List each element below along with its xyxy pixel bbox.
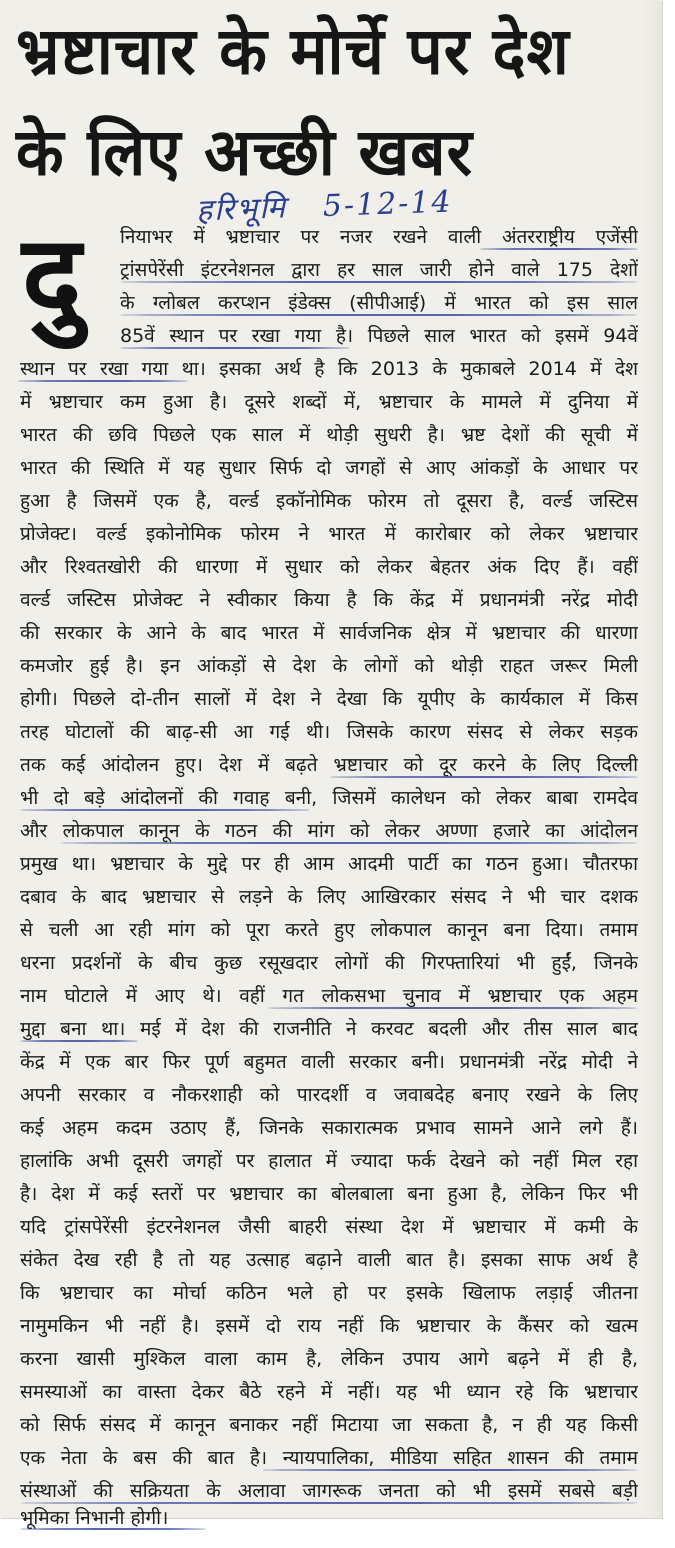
body-line: की सरकार के आने के बाद भारत में सार्वजनिक क्षेत्र में भ्रष्टाचार की धारणा [20,622,638,644]
pen-underline [20,809,310,811]
body-line: भी दो बड़े आंदोलनों की गवाह बनी, जिसमें कालेधन को लेकर बाबा रामदेव [20,787,638,809]
body-line: भारत की स्थिति में यह सुधार सिर्फ दो जगहों से आए आंकड़ों के आधार पर [20,457,638,479]
body-line: संस्थाओं की सक्रियता के अलावा जागरूक जनता को भी इसमें सबसे बड़ी [20,1480,638,1502]
pen-underline [480,248,638,250]
headline-line-2: के लिए अच्छी खबर [16,113,473,191]
body-line: कि भ्रष्टाचार का मोर्चा कठिन भले हो पर इसके खिलाफ लड़ाई जीतना [20,1282,638,1304]
body-line: भारत की छवि पिछले एक साल में थोड़ी सुधरी है। भ्रष्ट देशों की सूची में [20,424,638,446]
body-line: एक नेता के बस की बात है। न्यायपालिका, मीडिया सहित शासन की तमाम [20,1447,638,1469]
pen-underline [20,1040,138,1042]
body-line: हुआ है जिसमें एक है, वर्ल्ड इकॉनोमिक फोरम तो दूसरा है, वर्ल्ड जस्टिस [20,490,638,512]
body-line: और रिश्वतखोरी की धारणा में सुधार को लेकर बेहतर अंक दिए हैं। वहीं [20,556,638,578]
body-line: नाम घोटाले में आए थे। वहीं गत लोकसभा चुनाव में भ्रष्टाचार एक अहम [20,985,638,1007]
pen-underline [268,1007,638,1009]
body-line: के ग्लोबल करप्शन इंडेक्स (सीपीआई) में भारत को इस साल [120,292,638,314]
body-line: अपनी सरकार व नौकरशाही को पारदर्शी व जवाबदेह बनाए रखने के लिए [20,1084,638,1106]
note-date: 5-12-14 [322,184,454,225]
body-line: यदि ट्रांसपेरेंसी इंटरनेशनल जैसी बाहरी संस्था देश में भ्रष्टाचार में कमी के [20,1216,638,1238]
body-line: कमजोर हुई है। इन आंकड़ों से देश के लोगों को थोड़ी राहत जरूर मिली [20,655,638,677]
body-line: तरह घोटालों की बाढ़-सी आ गई थी। जिसके कारण संसद से लेकर सड़क [20,721,638,743]
body-line: है। देश में कई स्तरों पर भ्रष्टाचार का बोलबाला बना हुआ है, लेकिन फिर भी [20,1183,638,1205]
body-line: केंद्र में एक बार फिर पूर्ण बहुमत वाली सरकार बनी। प्रधानमंत्री नरेंद्र मोदी ने [20,1051,638,1073]
pen-underline [20,1502,638,1504]
paper-edge-shade [642,0,662,1518]
body-line: धरना प्रदर्शनों के बीच कुछ रसूखदार लोगों की गिरफ्तारियां भी हुईं, जिनके [20,952,638,974]
body-line: स्थान पर रखा गया था। इसका अर्थ है कि 2013 के मुकाबले 2014 में देश [20,358,638,380]
body-line: दबाव के बाद भ्रष्टाचार से लड़ने के लिए आखिरकार संसद ने भी चार दशक [20,886,638,908]
pen-underline [120,314,638,316]
body-line: संकेत देख रही है तो यह उत्साह बढ़ाने वाली बात है। इसका साफ अर्थ है [20,1249,638,1271]
body-line: में भ्रष्टाचार कम हुआ है। दूसरे शब्दों में, भ्रष्टाचार के मामले में दुनिया में [20,391,638,413]
article-headline [16,1,656,203]
body-line: करना खासी मुश्किल वाला काम है, लेकिन उपाय आगे बढ़ने में ही है, [20,1348,638,1370]
body-line: नामुमकिन भी नहीं है। इसमें दो राय नहीं कि भ्रष्टाचार के कैंसर को खत्म [20,1315,638,1337]
body-line: भूमिका निभानी होगी। [20,1507,169,1529]
pen-underline [120,347,350,349]
pen-underline [262,1469,638,1471]
body-line: वर्ल्ड जस्टिस प्रोजेक्ट ने स्वीकार किया है कि केंद्र में प्रधानमंत्री नरेंद्र मोदी [20,589,638,611]
body-line: प्रोजेक्ट। वर्ल्ड इकोनोमिक फोरम ने भारत में कारोबार को लेकर भ्रष्टाचार [20,523,638,545]
pen-underline [20,1528,206,1530]
pen-underline [18,380,188,382]
drop-cap: दु [22,212,82,342]
note-source: हरिभूमि [195,190,288,229]
pen-underline [330,776,638,778]
body-line: होगी। पिछले दो-तीन सालों में देश ने देखा कि यूपीए के कार्यकाल में किस [20,688,638,710]
body-line: को सिर्फ संसद में कानून बनाकर नहीं मिटाया जा सकता है, न ही यह किसी [20,1414,638,1436]
body-line: प्रमुख था। भ्रष्टाचार के मुद्दे पर ही आम आदमी पार्टी का गठन हुआ। चौतरफा [20,853,638,875]
body-line: मुद्दा बना था। मई में देश की राजनीति ने करवट बदली और तीस साल बाद [20,1018,638,1040]
pen-underline [120,281,638,283]
headline-line-1: भ्रष्टाचार के मोर्चे पर देश [16,12,570,90]
body-line: ट्रांसपेरेंसी इंटरनेशनल द्वारा हर साल जारी होने वाले 175 देशों [120,259,638,281]
body-line: तक कई आंदोलन हुए। देश में बढ़ते भ्रष्टाचार को दूर करने के लिए दिल्ली [20,754,638,776]
body-line: समस्याओं का वास्ता देकर बैठे रहने में नहीं। यह भी ध्यान रहे कि भ्रष्टाचार [20,1381,638,1403]
body-line: कई अहम कदम उठाए हैं, जिनके सकारात्मक प्रभाव सामने आने लगे हैं। [20,1117,638,1139]
pen-underline [60,842,638,844]
body-line: 85वें स्थान पर रखा गया है। पिछले साल भारत को इसमें 94वें [120,325,638,347]
body-line: हालांकि अभी दूसरी जगहों पर हालात में ज्यादा फर्क देखने को नहीं मिल रहा [20,1150,638,1172]
body-line: और लोकपाल कानून के गठन की मांग को लेकर अण्णा हजारे का आंदोलन [20,820,638,842]
body-line: से चली आ रही मांग को पूरा करते हुए लोकपाल कानून बना दिया। तमाम [20,919,638,941]
body-line: नियाभर में भ्रष्टाचार पर नजर रखने वाली अंतरराष्ट्रीय एजेंसी [120,226,638,248]
